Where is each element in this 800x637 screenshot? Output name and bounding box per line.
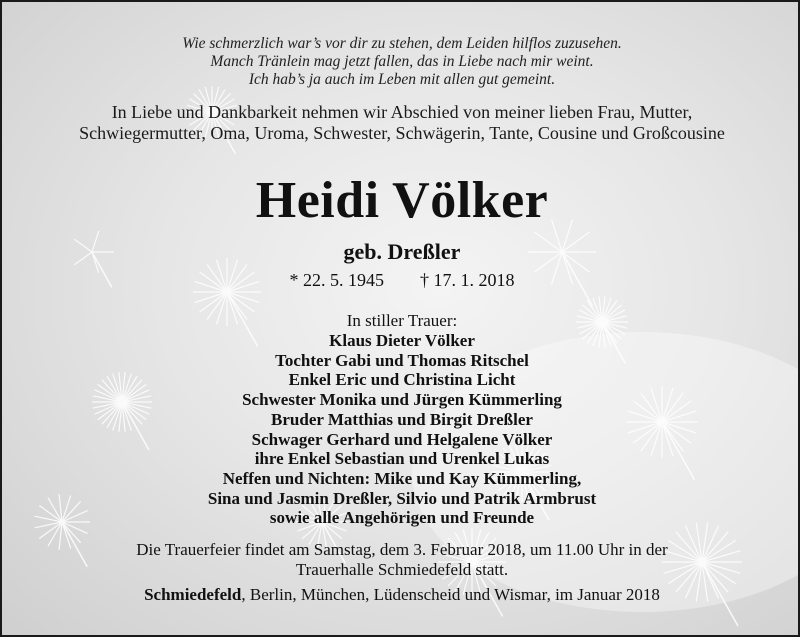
mourner-line: ihre Enkel Sebastian und Urenkel Lukas xyxy=(254,449,550,469)
mourner-line: Enkel Eric und Christina Licht xyxy=(288,370,516,390)
mourner-line: Bruder Matthias und Birgit Dreßler xyxy=(271,409,533,429)
mourner-line: Schwager Gerhard und Helgalene Völker xyxy=(251,429,553,449)
funeral-notice xyxy=(2,540,800,580)
mourners-heading: In stiller Trauer: xyxy=(346,311,458,330)
place-date-line xyxy=(2,584,800,606)
mourners-list xyxy=(2,331,800,528)
birth-date: * 22. 5. 1945 xyxy=(289,270,384,290)
mourner-line: sowie alle Angehörigen und Freunde xyxy=(269,508,535,528)
town-name: Schmiedefeld xyxy=(144,585,242,604)
death-date: † 17. 1. 2018 xyxy=(420,270,515,290)
intro-line: In Liebe und Dankbarkeit nehmen wir Abschied von meiner lieben Frau, Mutter, xyxy=(111,102,693,122)
funeral-line: Die Trauerfeier findet am Samstag, dem 3. Februar 2018, um 11.00 Uhr in der xyxy=(136,540,668,559)
intro-text xyxy=(2,102,800,144)
place-rest: , Berlin, München, Lüdenscheid und Wismar, im Januar 2018 xyxy=(241,585,660,604)
deceased-name: Heidi Völker xyxy=(255,172,549,229)
maiden-name: geb. Dreßler xyxy=(343,239,461,264)
funeral-line: Trauerhalle Schmiedefeld statt. xyxy=(295,560,509,579)
mourner-line: Sina und Jasmin Dreßler, Silvio und Patrik Armbrust xyxy=(207,488,597,508)
mourner-line: Schwester Monika und Jürgen Kümmerling xyxy=(242,390,562,410)
mourner-line: Neffen und Nichten: Mike und Kay Kümmerling, xyxy=(222,468,582,488)
mourner-line: Tochter Gabi und Thomas Ritschel xyxy=(275,350,529,370)
life-dates xyxy=(2,268,800,292)
poem-line: Manch Tränlein mag jetzt fallen, das in Liebe nach mir weint. xyxy=(210,53,594,70)
poem-line: Ich hab’s ja auch im Leben mit allen gut gemeint. xyxy=(248,71,556,88)
intro-line: Schwiegermutter, Oma, Uroma, Schwester, Schwägerin, Tante, Cousine und Großcousine xyxy=(79,123,725,143)
mourner-line: Klaus Dieter Völker xyxy=(329,331,475,350)
poem xyxy=(2,35,800,89)
poem-line: Wie schmerzlich war’s vor dir zu stehen, dem Leiden hilflos zuzusehen. xyxy=(182,35,622,52)
